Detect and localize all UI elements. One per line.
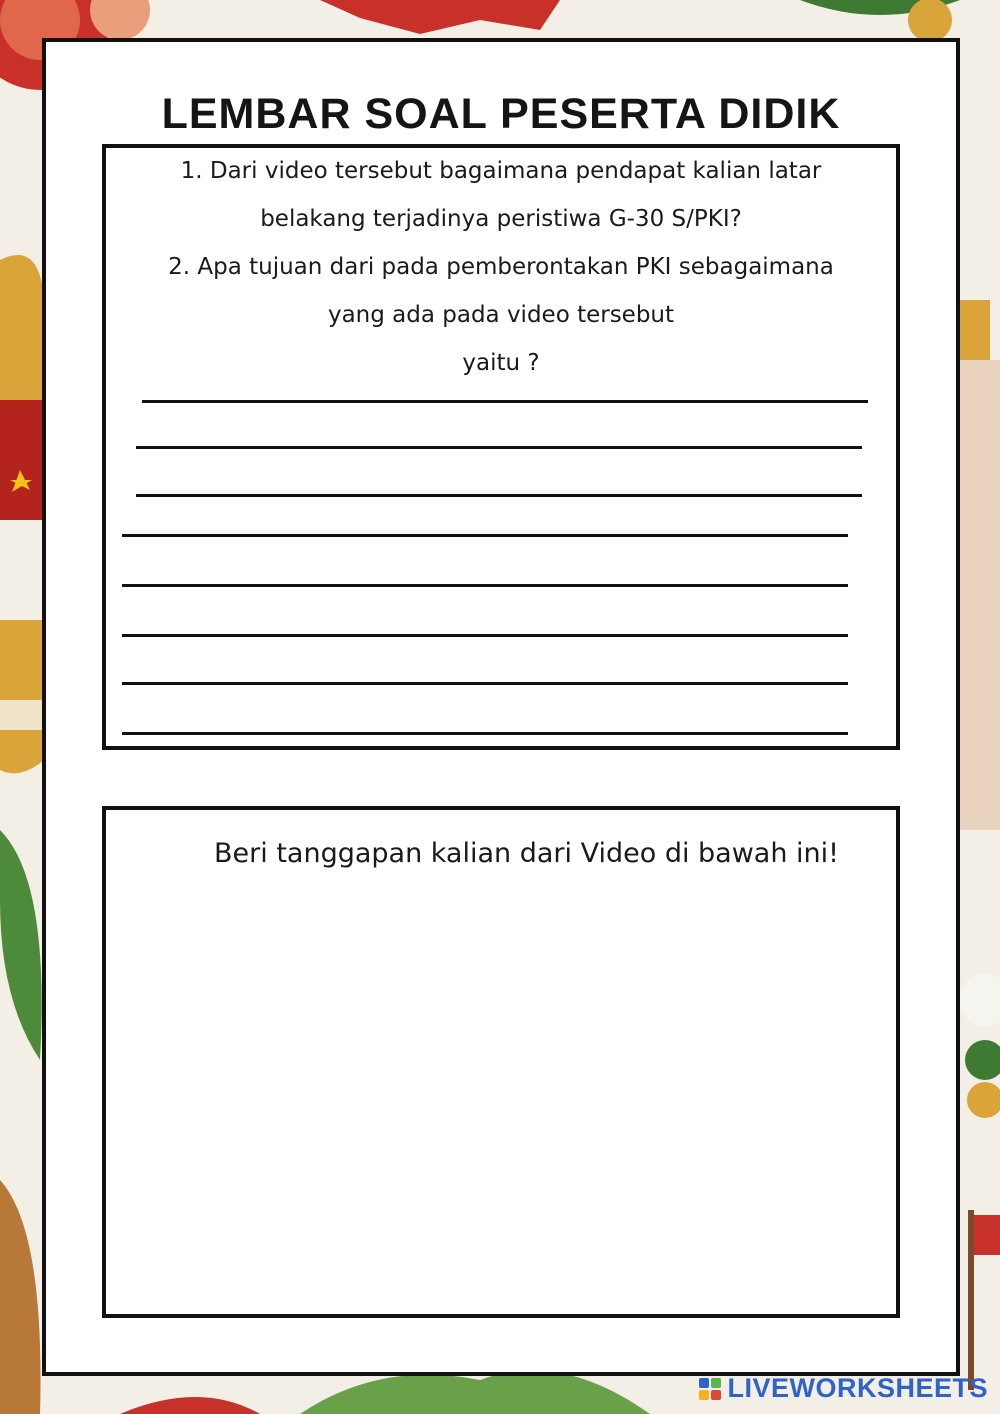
red-splash-decoration [320,0,560,34]
answer-line[interactable] [136,446,862,449]
question-1-line-2: belakang terjadinya peristiwa G-30 S/PKI? [260,206,742,232]
response-box[interactable] [102,806,900,1318]
answer-line[interactable] [136,494,862,497]
response-prompt: Beri tanggapan kalian dari Video di bawah ini! [214,838,839,869]
question-1-line-1: 1. Dari video tersebut bagaimana pendapat kalian latar [180,158,822,184]
worksheet-title: LEMBAR SOAL PESERTA DIDIK [161,90,841,138]
answer-line[interactable] [142,400,868,403]
answer-line[interactable] [122,534,848,537]
question-2-line-1: 2. Apa tujuan dari pada pemberontakan PKI sebagaimana [168,254,834,280]
monument-decoration [958,300,1000,830]
liveworksheets-logo-icon [699,1378,721,1400]
answer-line[interactable] [122,682,848,685]
question-2-line-3: yaitu ? [462,350,540,376]
question-2-line-2: yang ada pada video tersebut [327,302,675,328]
questions-box [102,144,900,750]
liveworksheets-watermark [699,1373,988,1404]
watermark-text: LIVEWORKSHEETS [727,1373,988,1403]
answer-line[interactable] [122,634,848,637]
garuda-emblem-decoration [0,255,44,773]
answer-line[interactable] [122,732,848,735]
worksheet-page [42,38,960,1376]
answer-line[interactable] [122,584,848,587]
